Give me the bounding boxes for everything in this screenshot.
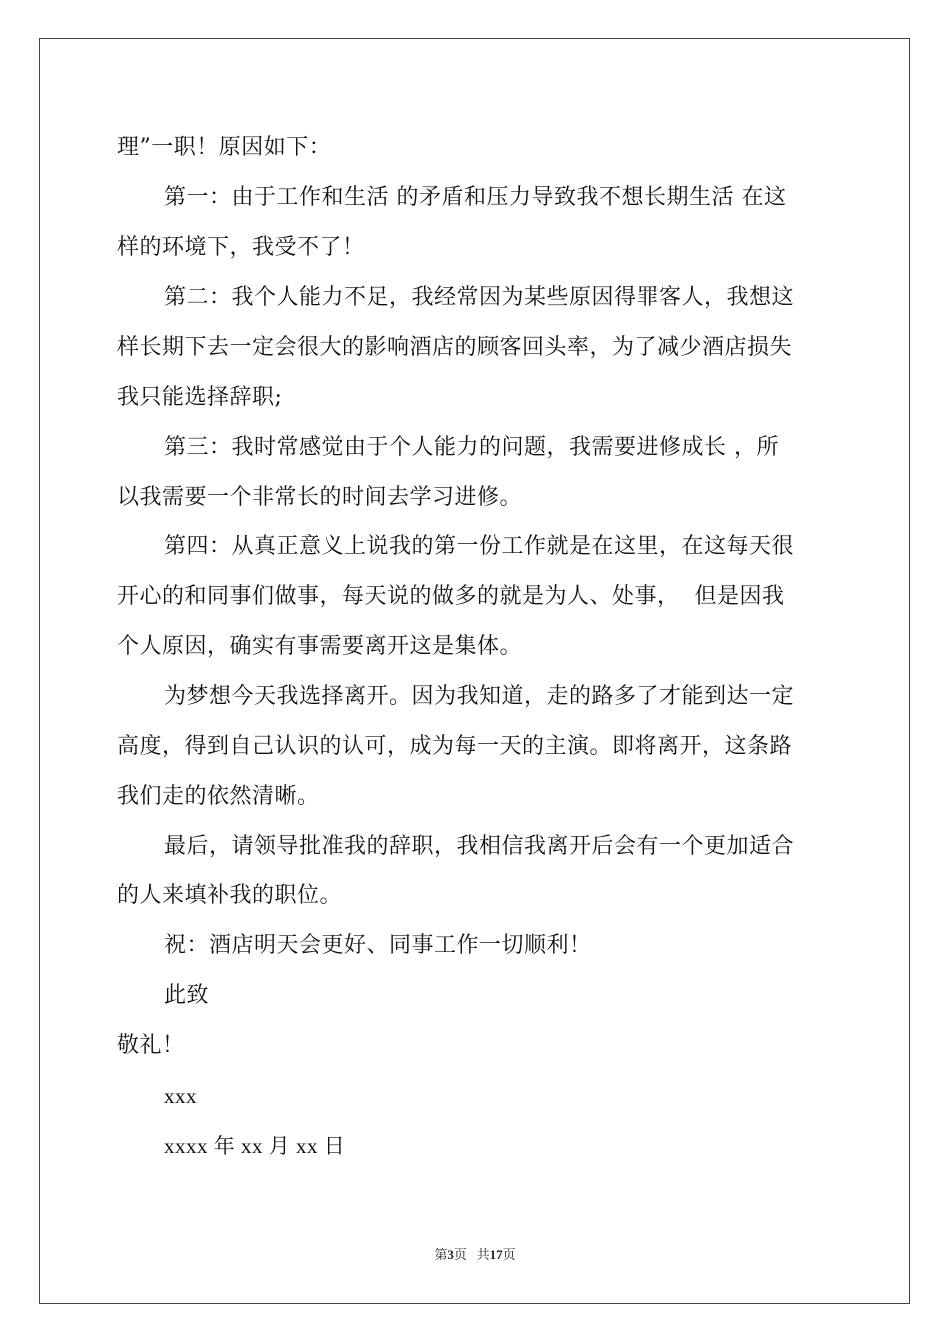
text-line: 祝：酒店明天会更好、同事工作一切顺利！ bbox=[164, 933, 592, 958]
text-line: 以我需要一个非常长的时间去学习进修。 bbox=[117, 485, 523, 510]
text-line: 开心的和同事们做事，每天说的做多的就是为人、处事， 但是因我 bbox=[117, 584, 785, 609]
text-line: 为梦想今天我选择离开。因为我知道，走的路多了才能到达一定 bbox=[164, 684, 795, 709]
text-line: 样长期下去一定会很大的影响酒店的顾客回头率，为了减少酒店损失 bbox=[117, 335, 793, 360]
footer-total-pages: 17 bbox=[489, 1247, 503, 1262]
text-line: 第三：我时常感觉由于个人能力的问题，我需要进修成长 ，所 bbox=[164, 435, 779, 460]
footer-page-prefix: 第 bbox=[434, 1247, 448, 1262]
text-line: 最后，请领导批准我的辞职，我相信我离开后会有一个更加适合 bbox=[164, 834, 795, 859]
text-line: 高度，得到自己认识的认可，成为每一天的主演。即将离开，这条路 bbox=[117, 734, 793, 759]
text-line: 第四：从真正意义上说我的第一份工作就是在这里，在这每天很 bbox=[164, 534, 795, 559]
text-line: 第二：我个人能力不足，我经常因为某些原因得罪客人，我想这 bbox=[164, 285, 795, 310]
text-line: 第一：由于工作和生活 的矛盾和压力导致我不想长期生活 在这 bbox=[164, 185, 787, 210]
salutation-line: 敬礼！ bbox=[117, 1033, 185, 1058]
footer-page-number: 3 bbox=[447, 1247, 454, 1262]
text-line: 理”一职！原因如下： bbox=[117, 135, 332, 160]
footer-page-suffix: 页 bbox=[453, 1247, 467, 1262]
closing-line: 此致 bbox=[164, 983, 210, 1008]
signature-name: xxx bbox=[164, 1084, 197, 1108]
footer-total-suffix: 页 bbox=[502, 1247, 516, 1262]
text-line: 我只能选择辞职; bbox=[117, 385, 283, 410]
text-line: 样的环境下，我受不了！ bbox=[117, 235, 365, 260]
text-line: 个人原因，确实有事需要离开这是集体。 bbox=[117, 634, 523, 659]
text-line: 的人来填补我的职位。 bbox=[117, 883, 343, 908]
footer-total-prefix: 共 bbox=[476, 1247, 490, 1262]
page-footer bbox=[0, 1246, 950, 1264]
signature-date: xxxx 年 xx 月 xx 日 bbox=[164, 1134, 346, 1158]
page-border bbox=[39, 38, 910, 1304]
text-line: 我们走的依然清晰。 bbox=[117, 784, 320, 809]
